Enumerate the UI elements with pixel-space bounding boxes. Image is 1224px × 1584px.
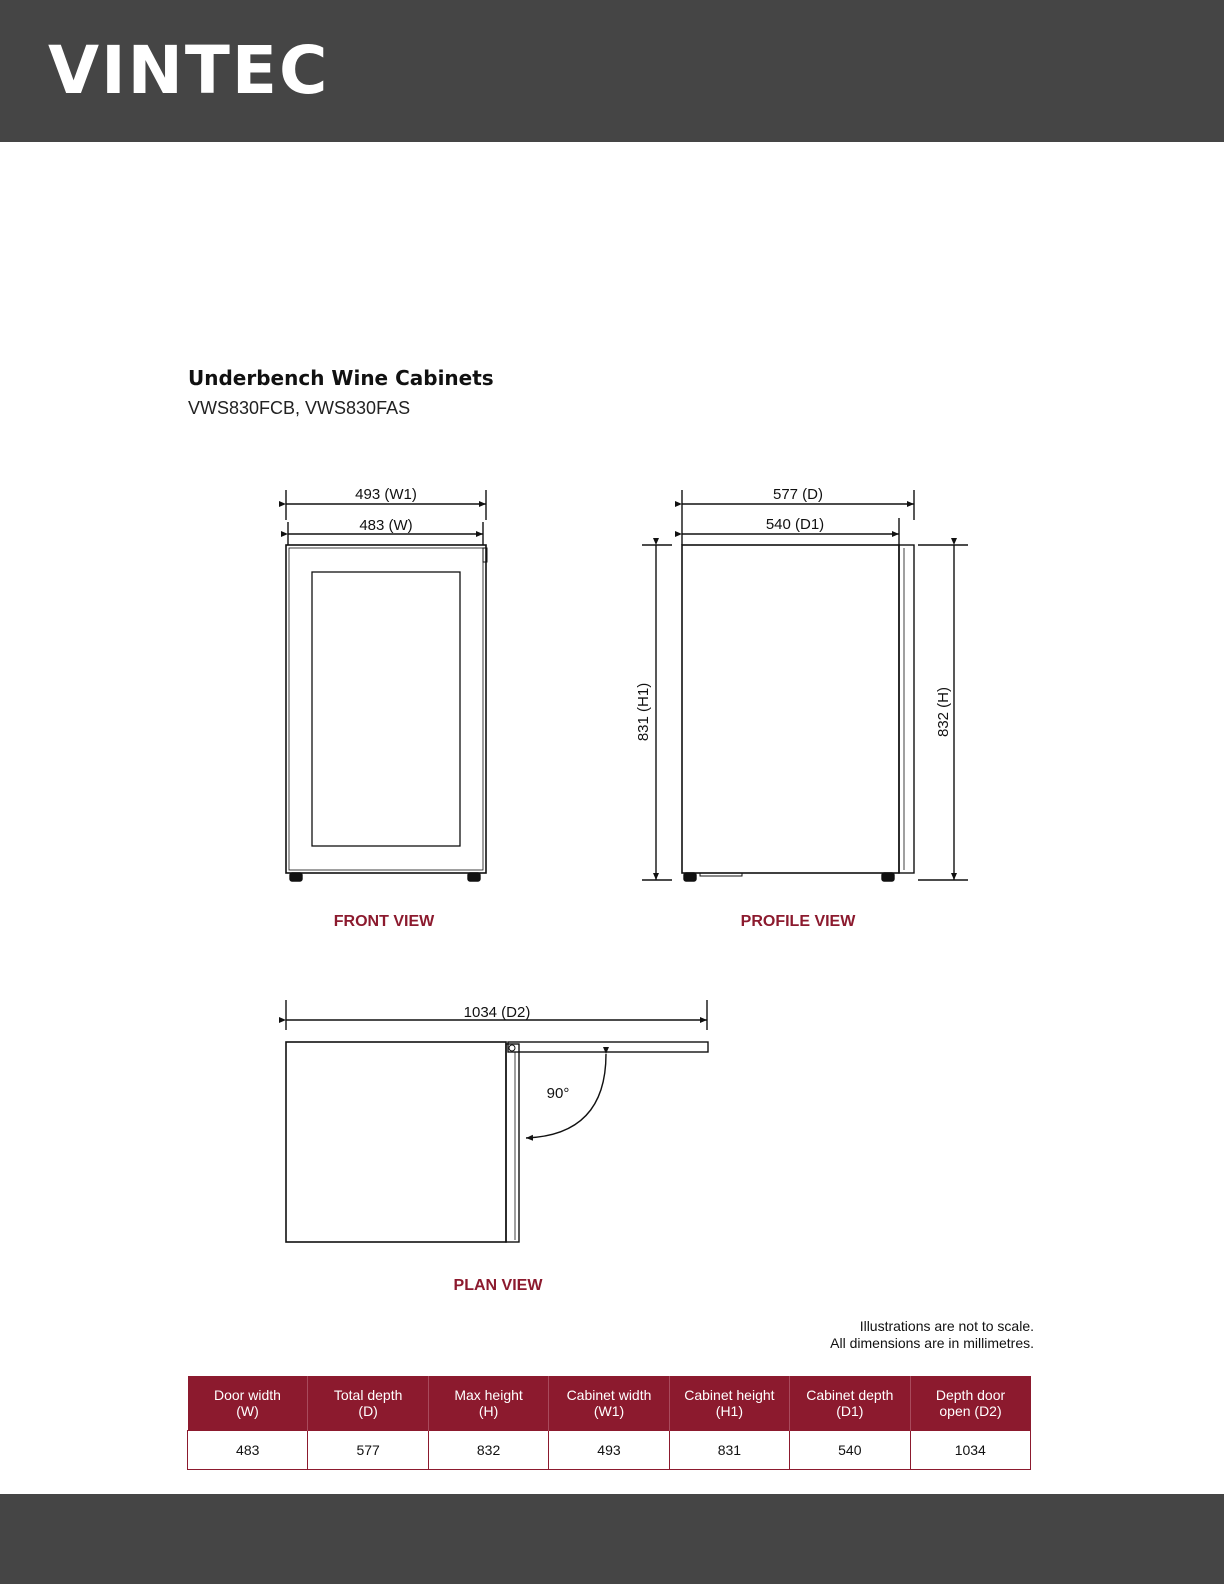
table-header: Max height (H)	[428, 1376, 548, 1431]
plan-angle: 90°	[546, 1085, 570, 1102]
front-view-drawing	[286, 490, 487, 881]
brand-name: VINTEC	[48, 32, 330, 109]
front-dim-w1: 493 (W1)	[355, 486, 417, 503]
table-cell: 831	[669, 1431, 789, 1470]
table-cell: 483	[188, 1431, 308, 1470]
model-numbers: VWS830FCB, VWS830FAS	[188, 398, 411, 418]
plan-dim-d2: 1034 (D2)	[463, 1004, 531, 1021]
profile-view-label: PROFILE VIEW	[740, 913, 856, 930]
scale-note	[830, 1318, 1034, 1352]
front-view-label: FRONT VIEW	[333, 913, 435, 930]
table-cell: 540	[790, 1431, 910, 1470]
table-header-row	[188, 1376, 1031, 1431]
profile-view-drawing	[642, 490, 968, 881]
table-cell: 1034	[910, 1431, 1030, 1470]
page-footer	[0, 1494, 1224, 1584]
table-header: Total depth (D)	[308, 1376, 428, 1431]
profile-dim-d1: 540 (D1)	[765, 516, 825, 533]
table-cell: 832	[428, 1431, 548, 1470]
plan-view-drawing	[286, 1000, 708, 1242]
document-title: Underbench Wine Cabinets	[188, 366, 494, 390]
profile-dim-h: 832 (H)	[935, 686, 952, 738]
table-row	[188, 1431, 1031, 1470]
table-header: Cabinet width (W1)	[549, 1376, 669, 1431]
table-header: Depth door open (D2)	[910, 1376, 1030, 1431]
table-header: Door width (W)	[188, 1376, 308, 1431]
scale-note-line2: All dimensions are in millimetres.	[830, 1335, 1034, 1351]
table-header: Cabinet height (H1)	[669, 1376, 789, 1431]
table-header: Cabinet depth (D1)	[790, 1376, 910, 1431]
profile-dim-h1: 831 (H1)	[635, 682, 652, 742]
scale-note-line1: Illustrations are not to scale.	[859, 1318, 1034, 1334]
dimensions-table	[187, 1376, 1031, 1470]
front-dim-w: 483 (W)	[359, 517, 413, 534]
plan-view-label: PLAN VIEW	[453, 1277, 543, 1294]
table-cell: 493	[549, 1431, 669, 1470]
table-cell: 577	[308, 1431, 428, 1470]
profile-dim-d: 577 (D)	[772, 486, 824, 503]
